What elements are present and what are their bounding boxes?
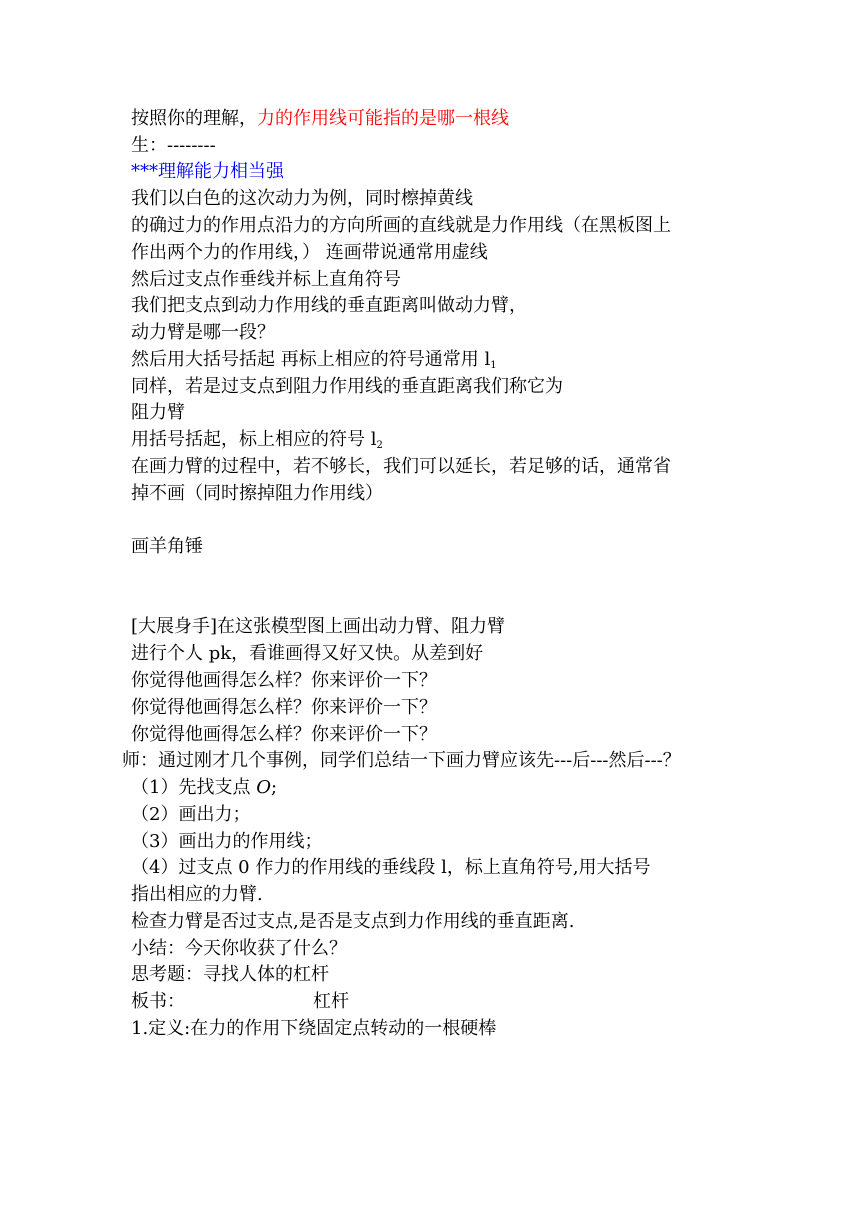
line-example: 我们以白色的这次动力为例，同时檫掉黄线 bbox=[131, 188, 473, 209]
step-3: （3）画出力的作用线； bbox=[131, 831, 323, 852]
line-question bbox=[131, 106, 509, 132]
line-teacher-summary: 师：通过刚才几个事例，同学们总结一下画力臂应该先---后---然后---？ bbox=[122, 750, 681, 771]
line-pk: 进行个人 pk，看谁画得又好又快。从差到好 bbox=[131, 643, 484, 664]
line-student: 生：-------- bbox=[131, 135, 216, 156]
line-summary: 小结：今天你收获了什么？ bbox=[131, 938, 347, 959]
line-evaluate-3: 你觉得他画得怎么样？你来评价一下？ bbox=[131, 724, 437, 745]
question-prefix: 按照你的理解， bbox=[131, 108, 257, 129]
step-4-cont: 指出相应的力臂. bbox=[131, 884, 263, 905]
line-extend: 在画力臂的过程中，若不够长，我们可以延长，若足够的话，通常省 bbox=[131, 456, 671, 477]
line-praise: ***理解能力相当强 bbox=[131, 161, 284, 182]
line-power-arm: 我们把支点到动力作用线的垂直距离叫做动力臂， bbox=[131, 295, 527, 316]
line-exercise: [大展身手]在这张模型图上画出动力臂、阻力臂 bbox=[131, 616, 506, 637]
line-brace-l2: 用括号括起，标上相应的符号 $l_2$ bbox=[131, 429, 383, 451]
line-def: 1.定义:在力的作用下绕固定点转动的一根硬棒 bbox=[131, 1018, 497, 1039]
line-check: 检查力臂是否过支点,是否是支点到力作用线的垂直距离. bbox=[131, 911, 575, 932]
line-definition: 的确过力的作用点沿力的方向所画的直线就是力作用线（在黑板图上 bbox=[131, 215, 671, 236]
line-evaluate-1: 你觉得他画得怎么样？你来评价一下？ bbox=[131, 670, 437, 691]
step-2: （2）画出力； bbox=[131, 804, 251, 825]
line-definition-cont: 作出两个力的作用线，） 连画带说通常用虚线 bbox=[131, 242, 488, 263]
line-evaluate-2: 你觉得他画得怎么样？你来评价一下？ bbox=[131, 697, 437, 718]
question-highlight: 力的作用线可能指的是哪一根线 bbox=[257, 108, 509, 129]
step-4: （4）过支点 0 作力的作用线的垂线段 l，标上直角符号,用大括号 bbox=[131, 857, 651, 878]
line-hammer: 画羊角锤 bbox=[131, 536, 203, 557]
line-think: 思考题：寻找人体的杠杆 bbox=[131, 964, 329, 985]
board-title: 杠杆 bbox=[313, 991, 349, 1012]
line-board: 板书： bbox=[131, 991, 185, 1012]
line-perpendicular: 然后过支点作垂线并标上直角符号 bbox=[131, 269, 401, 290]
step-1: （1）先找支点 O; bbox=[131, 777, 278, 798]
line-which-segment: 动力臂是哪一段？ bbox=[131, 322, 275, 343]
line-brace-l1: 然后用大括号括起 再标上相应的符号通常用 $l_1$ bbox=[131, 349, 497, 371]
line-extend-cont: 掉不画（同时擦掉阻力作用线） bbox=[131, 483, 383, 504]
line-resistance-arm: 阻力臂 bbox=[131, 402, 185, 423]
line-resistance: 同样，若是过支点到阻力作用线的垂直距离我们称它为 bbox=[131, 376, 563, 397]
